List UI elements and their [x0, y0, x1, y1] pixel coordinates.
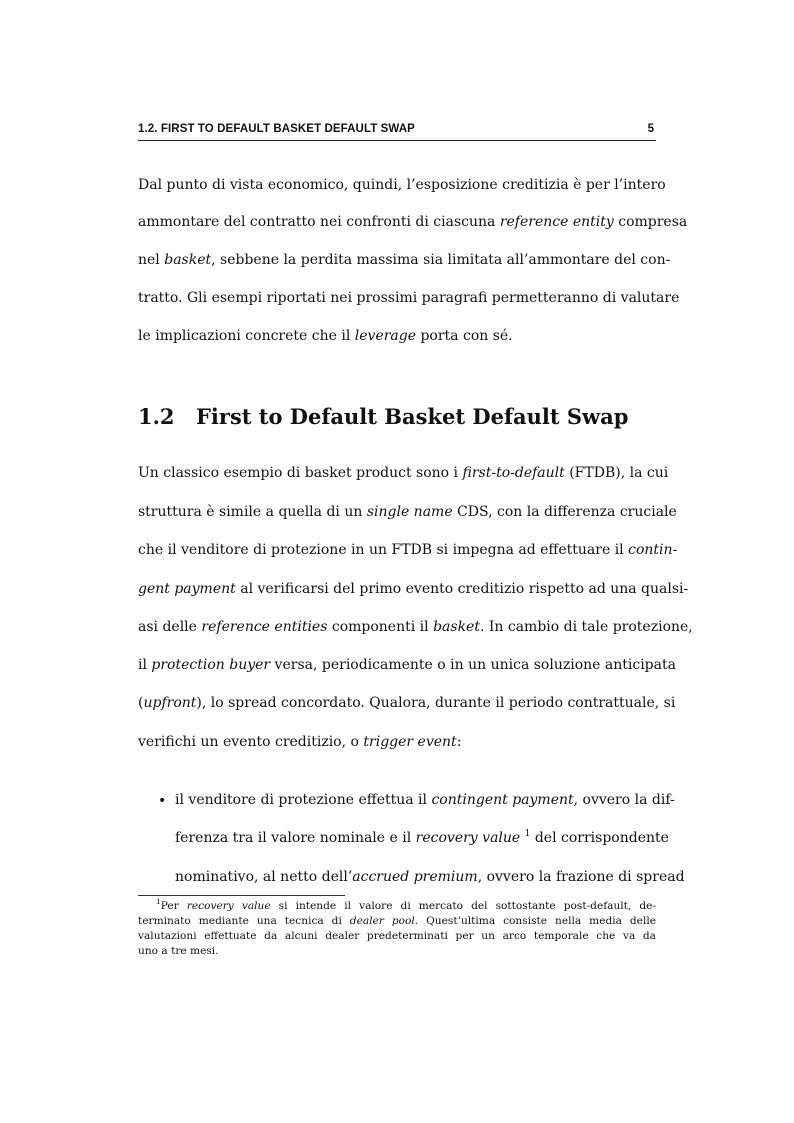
term-basket: basket	[164, 252, 212, 268]
para-line-2: struttura è simile a quella di un single name CDS, con la differenza cruciale	[138, 504, 677, 520]
para-line-4: gent payment al verificarsi del primo evento creditizio rispetto ad una qualsi-	[138, 581, 689, 597]
intro-line-4: tratto. Gli esempi riportati nei prossimi paragrafi permetteranno di valutare	[138, 290, 680, 306]
footnote-line-2: terminato mediante una tecnica di dealer pool. Quest’ultima consiste nella media delle	[138, 915, 656, 927]
para-line-6: il protection buyer versa, periodicamente o in un unica soluzione anticipata	[138, 657, 676, 673]
footnote-line-4: uno a tre mesi.	[138, 945, 219, 957]
bullet-line-1: il venditore di protezione effettua il contingent payment, ovvero la dif-	[175, 792, 675, 808]
footnote-ref: 1	[524, 829, 531, 839]
bullet-line-3: nominativo, al netto dell’accrued premium, ovvero la frazione di spread	[175, 869, 685, 885]
footnote-line-1: $^1$Per recovery value si intende il valore di mercato del sottostante post-default, de-	[156, 897, 656, 912]
para-line-7: (upfront), lo spread concordato. Qualora, durante il periodo contrattuale, si	[138, 695, 676, 711]
section-heading	[138, 403, 656, 431]
para-line-1: Un classico esempio di basket product sono i first-to-default (FTDB), la cui	[138, 465, 669, 481]
term-reference-entity: reference entity	[499, 214, 614, 230]
running-header	[138, 122, 656, 141]
running-header-title: 1.2. FIRST TO DEFAULT BASKET DEFAULT SWAP	[138, 123, 415, 135]
section-number: 1.2	[138, 404, 175, 429]
intro-line-2: ammontare del contratto nei confronti di ciascuna reference entity compresa	[138, 214, 688, 230]
intro-line-1: Dal punto di vista economico, quindi, l’esposizione creditizia è per l’intero	[138, 177, 666, 193]
footnote-mark: 1	[156, 897, 161, 906]
section-title: First to Default Basket Default Swap	[196, 404, 629, 429]
para-line-5: asi delle reference entities componenti il basket. In cambio di tale protezione,	[138, 619, 693, 635]
page-number: 5	[647, 123, 654, 135]
para-line-3: che il venditore di protezione in un FTDB si impegna ad effettuare il contin-	[138, 542, 678, 558]
para-line-8: verifichi un evento creditizio, o trigger event:	[138, 734, 462, 750]
intro-line-5: le implicazioni concrete che il leverage porta con sé.	[138, 328, 513, 344]
term-leverage: leverage	[354, 328, 417, 344]
footnote-rule	[138, 895, 345, 896]
footnote-line-3: valutazioni effettuate da alcuni dealer predeterminati per un arco temporale che va da	[138, 930, 656, 942]
bullet-marker: •	[158, 793, 167, 809]
intro-line-3: nel basket, sebbene la perdita massima sia limitata all’ammontare del con-	[138, 252, 671, 268]
bullet-line-2: ferenza tra il valore nominale e il recovery value $^1$ del corrispondente	[175, 829, 669, 846]
